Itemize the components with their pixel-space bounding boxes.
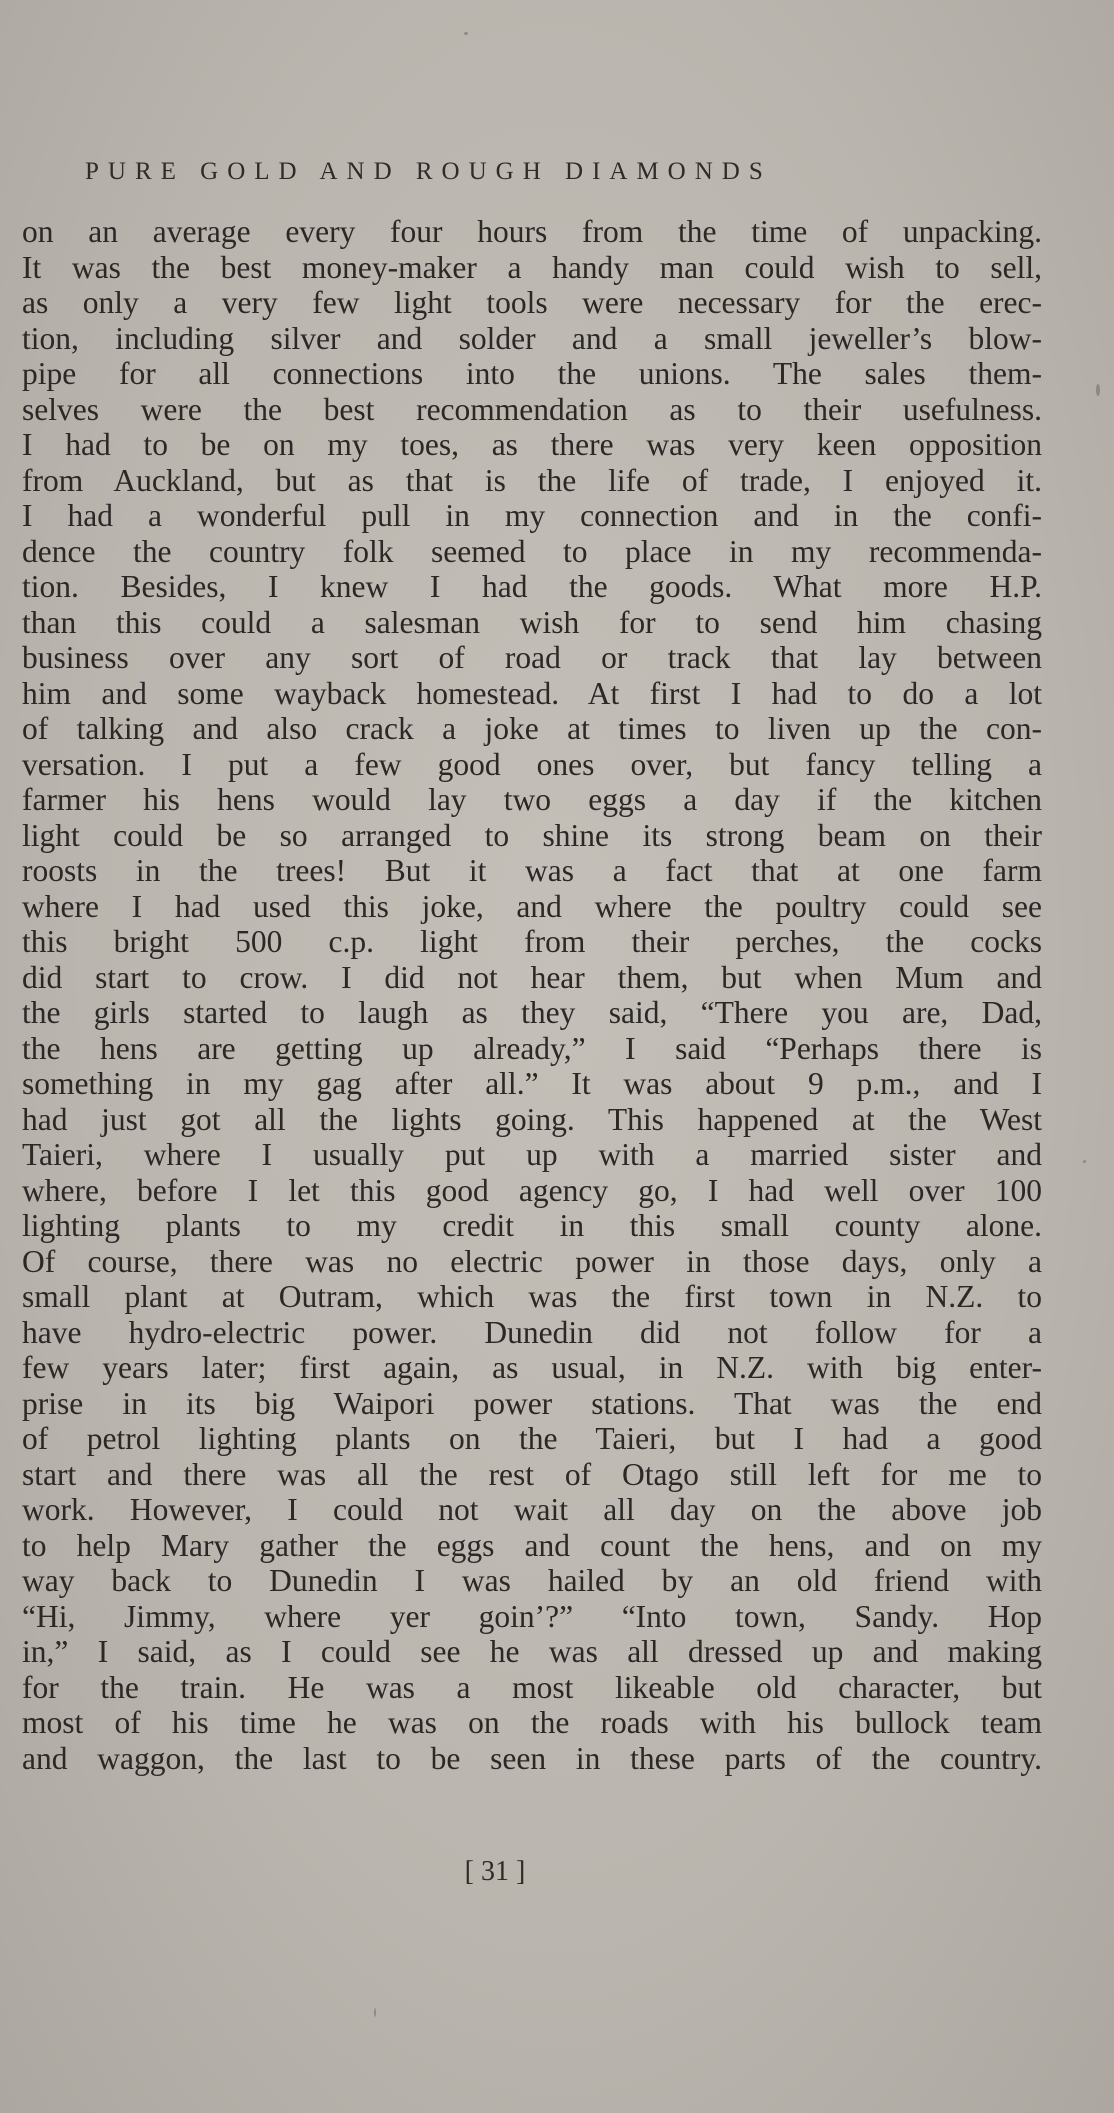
text-line: something in my gag after all.” It was about 9 p.m., and I (22, 1066, 1042, 1101)
text-line: roosts in the trees! But it was a fact that at one farm (22, 853, 1042, 888)
text-line: this bright 500 c.p. light from their perches, the cocks (22, 924, 1042, 959)
text-line: him and some wayback homestead. At first I had to do a lot (22, 675, 1042, 711)
running-head: PURE GOLD AND ROUGH DIAMONDS (85, 158, 772, 185)
text-line: tion. Besides, I knew I had the goods. What more H.P. (22, 569, 1042, 604)
text-line: did start to crow. I did not hear them, but when Mum and (22, 959, 1042, 995)
text-line: where, before I let this good agency go, I had well over 100 (22, 1172, 1042, 1208)
text-line: have hydro-electric power. Dunedin did not follow for a (22, 1314, 1042, 1350)
text-line: business over any sort of road or track that lay between (22, 640, 1042, 675)
text-line: I had a wonderful pull in my connection and in the confi- (22, 498, 1042, 533)
text-line: pipe for all connections into the unions. The sales them- (22, 356, 1042, 391)
text-line: tion, including silver and solder and a small jeweller’s blow- (22, 320, 1042, 356)
text-line: way back to Dunedin I was hailed by an old friend with (22, 1563, 1042, 1598)
text-line: start and there was all the rest of Otago still left for me to (22, 1456, 1042, 1492)
text-line: of petrol lighting plants on the Taieri, but I had a good (22, 1421, 1042, 1456)
text-line: in,” I said, as I could see he was all dressed up and making (22, 1634, 1042, 1669)
text-line: to help Mary gather the eggs and count the hens, and on my (22, 1527, 1042, 1563)
text-line: the girls started to laugh as they said, “There you are, Dad, (22, 995, 1042, 1030)
text-line: and waggon, the last to be seen in these parts of the country. (22, 1740, 1042, 1776)
paper-speck (1083, 1160, 1086, 1163)
text-line: Of course, there was no electric power in those days, only a (22, 1243, 1042, 1279)
paper-speck (374, 2008, 376, 2017)
text-line: versation. I put a few good ones over, but fancy telling a (22, 746, 1042, 782)
text-line: as only a very few light tools were necessary for the erec- (22, 285, 1042, 320)
text-line: the hens are getting up already,” I said “Perhaps there is (22, 1030, 1042, 1066)
text-line: work. However, I could not wait all day on the above job (22, 1492, 1042, 1527)
page-number: [ 31 ] (464, 1856, 526, 1887)
text-line: Taieri, where I usually put up with a married sister and (22, 1137, 1042, 1172)
text-line: from Auckland, but as that is the life of trade, I enjoyed it. (22, 462, 1042, 498)
text-line: where I had used this joke, and where the poultry could see (22, 888, 1042, 924)
text-line: I had to be on my toes, as there was very keen opposition (22, 427, 1042, 462)
body-text (22, 214, 1042, 1776)
text-line: light could be so arranged to shine its strong beam on their (22, 817, 1042, 853)
text-line: most of his time he was on the roads with his bullock team (22, 1705, 1042, 1740)
text-line: prise in its big Waipori power stations. That was the end (22, 1385, 1042, 1421)
text-line: of talking and also crack a joke at times to liven up the con- (22, 711, 1042, 746)
paper-speck (1096, 384, 1100, 396)
text-line: It was the best money-maker a handy man could wish to sell, (22, 249, 1042, 285)
text-line: on an average every four hours from the time of unpacking. (22, 214, 1042, 249)
text-line: for the train. He was a most likeable old character, but (22, 1669, 1042, 1705)
text-line: “Hi, Jimmy, where yer goin’?” “Into town, Sandy. Hop (22, 1598, 1042, 1634)
text-line: selves were the best recommendation as to their usefulness. (22, 391, 1042, 427)
text-line: had just got all the lights going. This happened at the West (22, 1101, 1042, 1137)
text-line: few years later; first again, as usual, in N.Z. with big enter- (22, 1350, 1042, 1385)
paper-speck (464, 32, 468, 35)
text-line: than this could a salesman wish for to send him chasing (22, 604, 1042, 640)
text-line: small plant at Outram, which was the first town in N.Z. to (22, 1279, 1042, 1314)
text-line: farmer his hens would lay two eggs a day if the kitchen (22, 782, 1042, 817)
text-line: lighting plants to my credit in this small county alone. (22, 1208, 1042, 1243)
text-line: dence the country folk seemed to place in my recommenda- (22, 533, 1042, 569)
